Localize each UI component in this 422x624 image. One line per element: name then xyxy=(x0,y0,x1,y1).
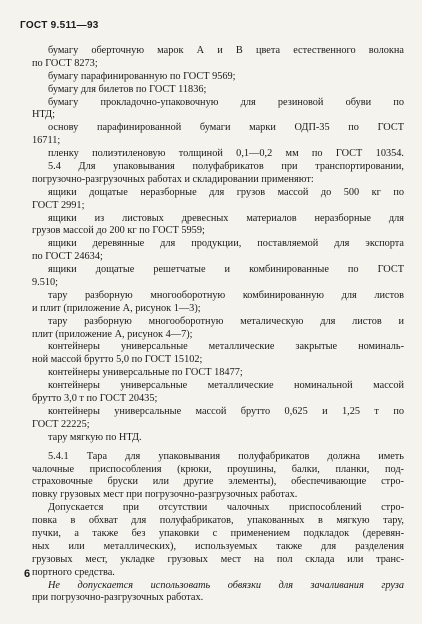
text-line: страховочные бруски или другие элементы), обеспечивающие стро- xyxy=(32,476,404,488)
text-line: тару мягкую по НТД. xyxy=(48,431,142,443)
text-line: повку грузовых мест при погрузочно-разгрузочных работах. xyxy=(32,489,298,501)
text-line: ящики дощатые решетчатые и комбинированные по ГОСТ xyxy=(48,264,404,276)
text-line: грузовых мест, укладке грузовых мест на пол склада или транс- xyxy=(32,553,404,565)
section-5-4-1-heading: 5.4.1 Тара для упаковывания полуфабрикатов должна иметь xyxy=(48,450,404,462)
text-line: ГОСТ 2991; xyxy=(32,199,85,211)
text-line: и плит (приложение А, рисунок 1—3); xyxy=(32,302,201,314)
text-line: погрузочно-разгрузочных работах и складировании применяют: xyxy=(32,173,314,185)
text-line: контейнеры универсальные по ГОСТ 18477; xyxy=(48,367,243,379)
text-line: пленку полиэтиленовую толщиной 0,1—0,2 мм по ГОСТ 10354. xyxy=(48,148,404,160)
text-line: ГОСТ 22225; xyxy=(32,418,90,430)
text-line: основу парафинированной бумаги марки ОДП-35 по ГОСТ xyxy=(48,122,404,134)
italic-note-line: Не допускается использовать обвязки для зачаливания груза xyxy=(48,579,404,591)
text-line: контейнеры универсальные металлические закрытые номиналь- xyxy=(48,341,404,353)
text-line: ящики деревянные для продукции, поставляемой для экспорта xyxy=(48,238,404,250)
text-line: по ГОСТ 24634; xyxy=(32,251,103,263)
text-line: брутто 3,0 т по ГОСТ 20435; xyxy=(32,393,158,405)
text-line: пучки, а также без упаковки с применением подкладок (деревян- xyxy=(32,527,404,539)
text-line: ящики дощатые неразборные для грузов массой до 500 кг по xyxy=(48,186,404,198)
text-line: при погрузочно-разгрузочных работах. xyxy=(32,592,204,604)
text-line: бумагу для билетов по ГОСТ 11836; xyxy=(48,83,207,95)
text-line: контейнеры универсальные массой брутто 0,625 и 1,25 т по xyxy=(48,405,404,417)
section-5-4-heading: 5.4 Для упаковывания полуфабрикатов при транспортировании, xyxy=(48,161,404,173)
text-line: по ГОСТ 8273; xyxy=(32,57,98,69)
page-header: ГОСТ 9.511—93 xyxy=(20,20,99,31)
text-line: бумагу парафинированную по ГОСТ 9569; xyxy=(48,70,236,82)
text-line: 16711; xyxy=(32,135,61,147)
text-line: 9.510; xyxy=(32,277,59,289)
text-line: Допускается при отсутствии чалочных приспособлений стро- xyxy=(48,502,404,514)
text-line: грузов массой до 200 кг по ГОСТ 5959; xyxy=(32,225,205,237)
text-line: портного средства. xyxy=(32,566,115,578)
text-line: ных или металлических), используемых также для разделения xyxy=(32,540,404,552)
text-line: плит (приложение А, рисунок 4—7); xyxy=(32,328,193,340)
text-line: бумагу оберточную марок А и В цвета естественного волокна xyxy=(48,45,404,56)
text-line: тару разборную многооборотную металическую для листов и xyxy=(48,315,404,327)
text-line: ящики из листовых древесных материалов неразборные для xyxy=(48,212,404,224)
text-line: бумагу прокладочно-упаковочную для резиновой обуви по xyxy=(48,96,404,108)
body-text xyxy=(32,45,404,605)
text-line: НТД; xyxy=(32,109,55,121)
text-line: чалочные приспособления (крюки, проушины, балки, планки, под- xyxy=(32,463,404,475)
text-line: контейнеры универсальные металлические номинальной массой xyxy=(48,380,404,392)
text-line: ной массой брутто 5,0 по ГОСТ 15102; xyxy=(32,354,203,366)
page-number: 6 xyxy=(24,568,31,580)
text-line: повка в обхват для полуфабрикатов, упакованных в мягкую тару, xyxy=(32,515,404,527)
text-line: тару разборную многооборотную комбинированную для листов xyxy=(48,289,404,301)
